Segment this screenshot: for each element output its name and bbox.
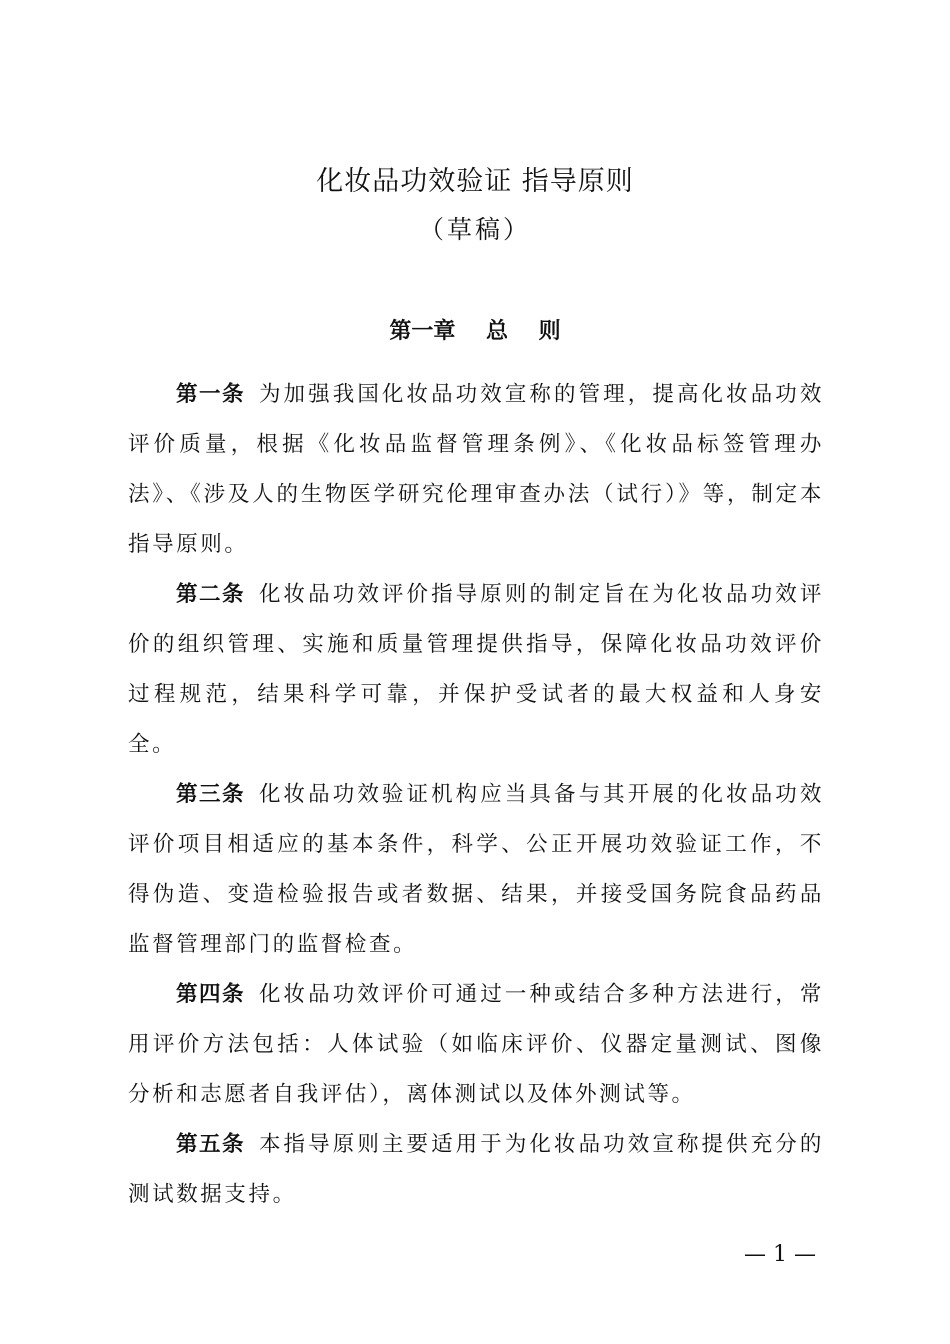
document-body (128, 370, 824, 1220)
article-text: 化妆品功效评价指导原则的制定旨在为化妆品功效评价的组织管理、实施和质量管理提供指导，保障化妆品功效评价过程规范，结果科学可靠，并保护受试者的最大权益和人身安全。 (128, 582, 824, 757)
article-4 (128, 970, 824, 1120)
page-number: — 1 — (744, 1242, 816, 1267)
article-number: 第四条 (176, 982, 245, 1007)
article-3 (128, 770, 824, 970)
article-1 (128, 370, 824, 570)
article-text: 化妆品功效验证机构应当具备与其开展的化妆品功效评价项目相适应的基本条件，科学、公正开展功效验证工作，不得伪造、变造检验报告或者数据、结果，并接受国务院食品药品监督管理部门的监督检查。 (128, 782, 824, 957)
article-number: 第二条 (176, 582, 245, 607)
article-text: 化妆品功效评价可通过一种或结合多种方法进行，常用评价方法包括：人体试验（如临床评价、仪器定量测试、图像分析和志愿者自我评估），离体测试以及体外测试等。 (128, 982, 824, 1107)
article-5 (128, 1120, 824, 1220)
article-number: 第五条 (176, 1132, 245, 1157)
chapter-title: 第一章 总 则 (389, 319, 561, 344)
document-title: 化妆品功效验证 指导原则 (316, 166, 634, 197)
article-text: 为加强我国化妆品功效宣称的管理，提高化妆品功效评价质量，根据《化妆品监督管理条例》、《化妆品标签管理办法》、《涉及人的生物医学研究伦理审查办法（试行）》等，制定本指导原则。 (128, 382, 824, 557)
article-number: 第三条 (176, 782, 245, 807)
article-number: 第一条 (176, 382, 245, 407)
article-text: 本指导原则主要适用于为化妆品功效宣称提供充分的测试数据支持。 (128, 1132, 824, 1207)
article-2 (128, 570, 824, 770)
document-subtitle: （草稿） (418, 215, 531, 244)
